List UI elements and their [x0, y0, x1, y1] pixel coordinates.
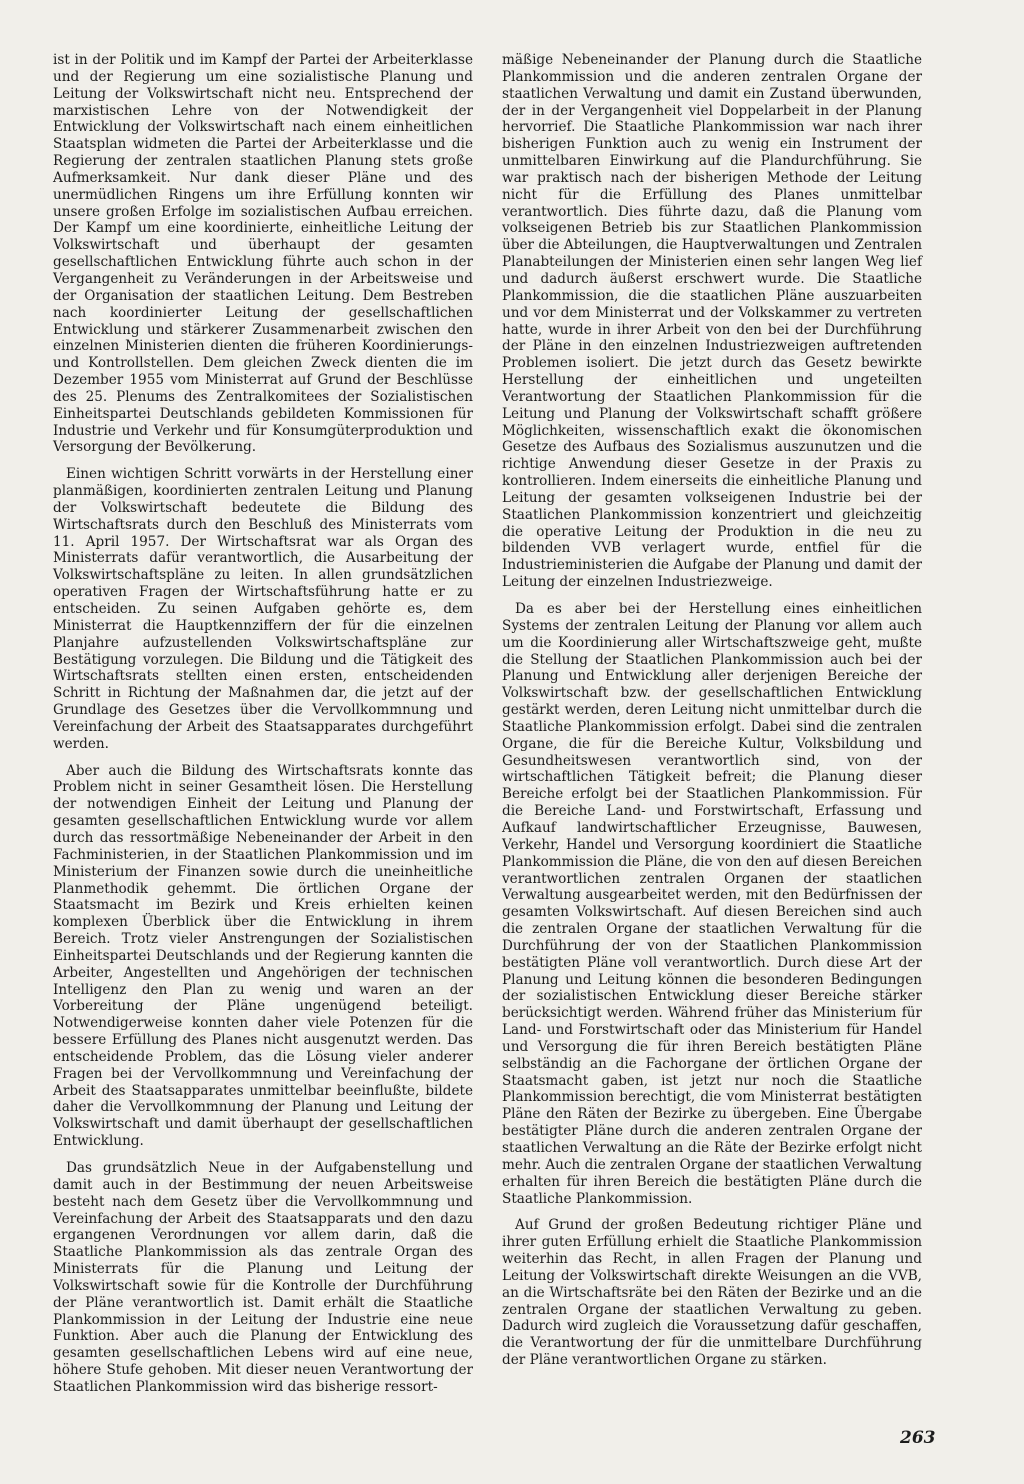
left-column	[53, 52, 473, 1406]
paragraph: Da es aber bei der Herstellung eines einheitlichen Systems der zentralen Leitung der Planung vor allem auch um die Koordinierung aller Wirtschaftszweige geht, mußte die Stellung der Staatlichen Plankommission auch bei der Planung und Entwicklung aller derjenigen Bereiche der Volkswirtschaft bzw. der gesellschaftlichen Entwicklung gestärkt werden, deren Leitung nicht unmittelbar durch die Staatliche Plankommission erfolgt. Dabei sind die zentralen Organe, die für die Bereiche Kultur, Volksbildung und Gesundheitswesen verantwortlich sind, von der wirtschaftlichen Tätigkeit befreit; die Planung dieser Bereiche erfolgt bei der Staatlichen Plankommission. Für die Bereiche Land- und Forstwirtschaft, Erfassung und Aufkauf landwirtschaftlicher Erzeugnisse, Bauwesen, Verkehr, Handel und Versorgung koordiniert die Staatliche Plankommission die Pläne, die von den auf diesen Bereichen verantwortlichen zentralen Organen der staatlichen Verwaltung ausgearbeitet werden, mit den Bedürfnissen der gesamten Volkswirtschaft. Auf diesen Bereichen sind auch die zentralen Organe der staatlichen Verwaltung für die Durchführung der von der Staatlichen Plankommission bestätigten Pläne voll verantwortlich. Durch diese Art der Planung und Leitung können die besonderen Bedingungen der sozialistischen Entwicklung dieser Bereiche stärker berücksichtigt werden. Während früher das Ministerium für Land- und Forstwirtschaft oder das Ministerium für Handel und Versorgung die für ihren Bereich bestätigten Pläne selbständig an die Fachorgane der örtlichen Organe der Staatsmacht gaben, ist jetzt nur noch die Staatliche Plankommission berechtigt, die vom Ministerrat bestätigten Pläne den Räten der Bezirke zu übergeben. Eine Übergabe bestätigter Pläne durch die anderen zentralen Organe der staatlichen Verwaltung an die Räte der Bezirke erfolgt nicht mehr. Auch die zentralen Organe der staatlichen Verwaltung erhalten für ihren Bereich die bestätigten Pläne durch die Staatliche Plankommission.	[502, 601, 922, 1207]
paragraph: Das grundsätzlich Neue in der Aufgabenstellung und damit auch in der Bestimmung der neuen Arbeitsweise besteht nach dem Gesetz über die Vervollkommnung und Vereinfachung der Arbeit des Staatsapparats und den dazu ergangenen Verordnungen vor allem darin, daß die Staatliche Plankommission als das zentrale Organ des Ministerrats für die Planung und Leitung der Volkswirtschaft sowie für die Kontrolle der Durchführung der Pläne verantwortlich ist. Damit erhält die Staatliche Plankommission in der Leitung der Industrie eine neue Funktion. Aber auch die Planung der Entwicklung des gesamten gesellschaftlichen Lebens wird auf eine neue, höhere Stufe gehoben. Mit dieser neuen Verantwortung der Staatlichen Plankommission wird das bisherige ressort-	[53, 1160, 473, 1395]
paragraph: Auf Grund der großen Bedeutung richtiger Pläne und ihrer guten Erfüllung erhielt die Staatliche Plankommission weiterhin das Recht, in allen Fragen der Planung und Leitung der Volkswirtschaft direkte Weisungen an die VVB, an die Wirtschaftsräte bei den Räten der Bezirke und an die zentralen Organe der staatlichen Verwaltung zu geben. Dadurch wird zugleich die Voraussetzung dafür geschaffen, die Verantwortung der für die unmittelbare Durchführung der Pläne verantwortlichen Organe zu stärken.	[502, 1217, 922, 1369]
page-number: 263	[900, 1428, 936, 1448]
paragraph: ist in der Politik und im Kampf der Partei der Arbeiterklasse und der Regierung um eine sozialistische Planung und Leitung der Volkswirtschaft nicht neu. Entsprechend der marxistischen Lehre von der Notwendigkeit der Entwicklung der Volkswirtschaft nach einem einheitlichen Staatsplan widmeten die Partei der Arbeiterklasse und die Regierung der zentralen staatlichen Planung stets große Aufmerksamkeit. Nur dank dieser Pläne und des unermüdlichen Ringens um ihre Erfüllung konnten wir unsere großen Erfolge im sozialistischen Aufbau erreichen. Der Kampf um eine koordinierte, einheitliche Leitung der Volkswirtschaft und überhaupt der gesamten gesellschaftlichen Entwicklung führte auch schon in der Vergangenheit zu Veränderungen in der Arbeitsweise und der Organisation der staatlichen Leitung. Dem Bestreben nach koordinierter Leitung der gesellschaftlichen Entwicklung und stärkerer Zusammenarbeit zwischen den einzelnen Ministerien dienten die früheren Koordinierungs- und Kontrollstellen. Dem gleichen Zweck dienten die im Dezember 1955 vom Ministerrat auf Grund der Beschlüsse des 25. Plenums des Zentralkomitees der Sozialistischen Einheitspartei Deutschlands gebildeten Kommissionen für Industrie und Verkehr und für Konsumgüterproduktion und Versorgung der Bevölkerung.	[53, 52, 473, 456]
right-column	[502, 52, 922, 1379]
paragraph: mäßige Nebeneinander der Planung durch die Staatliche Plankommission und die anderen zentralen Organe der staatlichen Verwaltung und damit ein Zustand überwunden, der in der Vergangenheit viel Doppelarbeit in der Planung hervorrief. Die Staatliche Plankommission war nach ihrer bisherigen Funktion auch zu wenig ein Instrument der unmittelbaren Einwirkung auf die Plandurchführung. Sie war praktisch nach der bisherigen Methode der Leitung nicht für die Erfüllung des Planes unmittelbar verantwortlich. Dies führte dazu, daß die Planung vom volkseigenen Betrieb bis zur Staatlichen Plankommission über die Abteilungen, die Hauptverwaltungen und Zentralen Planabteilungen der Ministerien einen sehr langen Weg lief und dadurch äußerst erschwert wurde. Die Staatliche Plankommission, die die staatlichen Pläne auszuarbeiten und vor dem Ministerrat und der Volkskammer zu vertreten hatte, wurde in ihrer Arbeit von den bei der Durchführung der Pläne in den einzelnen Industriezweigen auftretenden Problemen isoliert. Die jetzt durch das Gesetz bewirkte Herstellung der einheitlichen und ungeteilten Verantwortung der Staatlichen Plankommission für die Leitung und Planung der Volkswirtschaft schafft größere Möglichkeiten, wissenschaftlich exakt die ökonomischen Gesetze des Aufbaus des Sozialismus auszunutzen und die richtige Anwendung dieser Gesetze in der Praxis zu kontrollieren. Indem einerseits die einheitliche Planung und Leitung der gesamten volkseigenen Industrie bei der Staatlichen Plankommission konzentriert und gleichzeitig die operative Leitung der Produktion in die neu zu bildenden VVB verlagert wurde, entfiel für die Industrieministerien die Aufgabe der Planung und damit der Leitung der einzelnen Industriezweige.	[502, 52, 922, 591]
paragraph: Aber auch die Bildung des Wirtschaftsrats konnte das Problem nicht in seiner Gesamtheit lösen. Die Herstellung der notwendigen Einheit der Leitung und Planung der gesamten gesellschaftlichen Entwicklung wurde vor allem durch das ressortmäßige Nebeneinander der Arbeit in den Fachministerien, in der Staatlichen Plankommission und im Ministerium der Finanzen sowie durch die uneinheitliche Planmethodik gehemmt. Die örtlichen Organe der Staatsmacht im Bezirk und Kreis erhielten keinen komplexen Überblick über die Entwicklung in ihrem Bereich. Trotz vieler Anstrengungen der Sozialistischen Einheitspartei Deutschlands und der Regierung kannten die Arbeiter, Angestellten und Angehörigen der technischen Intelligenz den Plan zu wenig und waren an der Vorbereitung der Pläne ungenügend beteiligt. Notwendigerweise konnten daher viele Potenzen für die bessere Erfüllung des Planes nicht ausgenutzt werden. Das entscheidende Problem, das die Lösung vieler anderer Fragen bei der Vervollkommnung und Vereinfachung der Arbeit des Staatsapparates unmittelbar beeinflußte, bildete daher die Vervollkommnung der Planung und Leitung der Volkswirtschaft und damit überhaupt der gesellschaftlichen Entwicklung.	[53, 762, 473, 1150]
paragraph: Einen wichtigen Schritt vorwärts in der Herstellung einer planmäßigen, koordinierten zentralen Leitung und Planung der Volkswirtschaft bedeutete die Bildung des Wirtschaftsrats durch den Beschluß des Ministerrats vom 11. April 1957. Der Wirtschaftsrat war als Organ des Ministerrats dafür verantwortlich, die Ausarbeitung der Volkswirtschaftspläne zu leiten. In allen grundsätzlichen operativen Fragen der Wirtschaftsführung hatte er zu entscheiden. Zu seinen Aufgaben gehörte es, dem Ministerrat die Hauptkennziffern der für die einzelnen Planjahre aufzustellenden Volkswirtschaftspläne zur Bestätigung vorzulegen. Die Bildung und die Tätigkeit des Wirtschaftsrats stellten einen ersten, entscheidenden Schritt in Richtung der Maßnahmen dar, die jetzt auf der Grundlage des Gesetzes über die Vervollkommnung und Vereinfachung der Arbeit des Staatsapparates durchgeführt werden.	[53, 466, 473, 752]
